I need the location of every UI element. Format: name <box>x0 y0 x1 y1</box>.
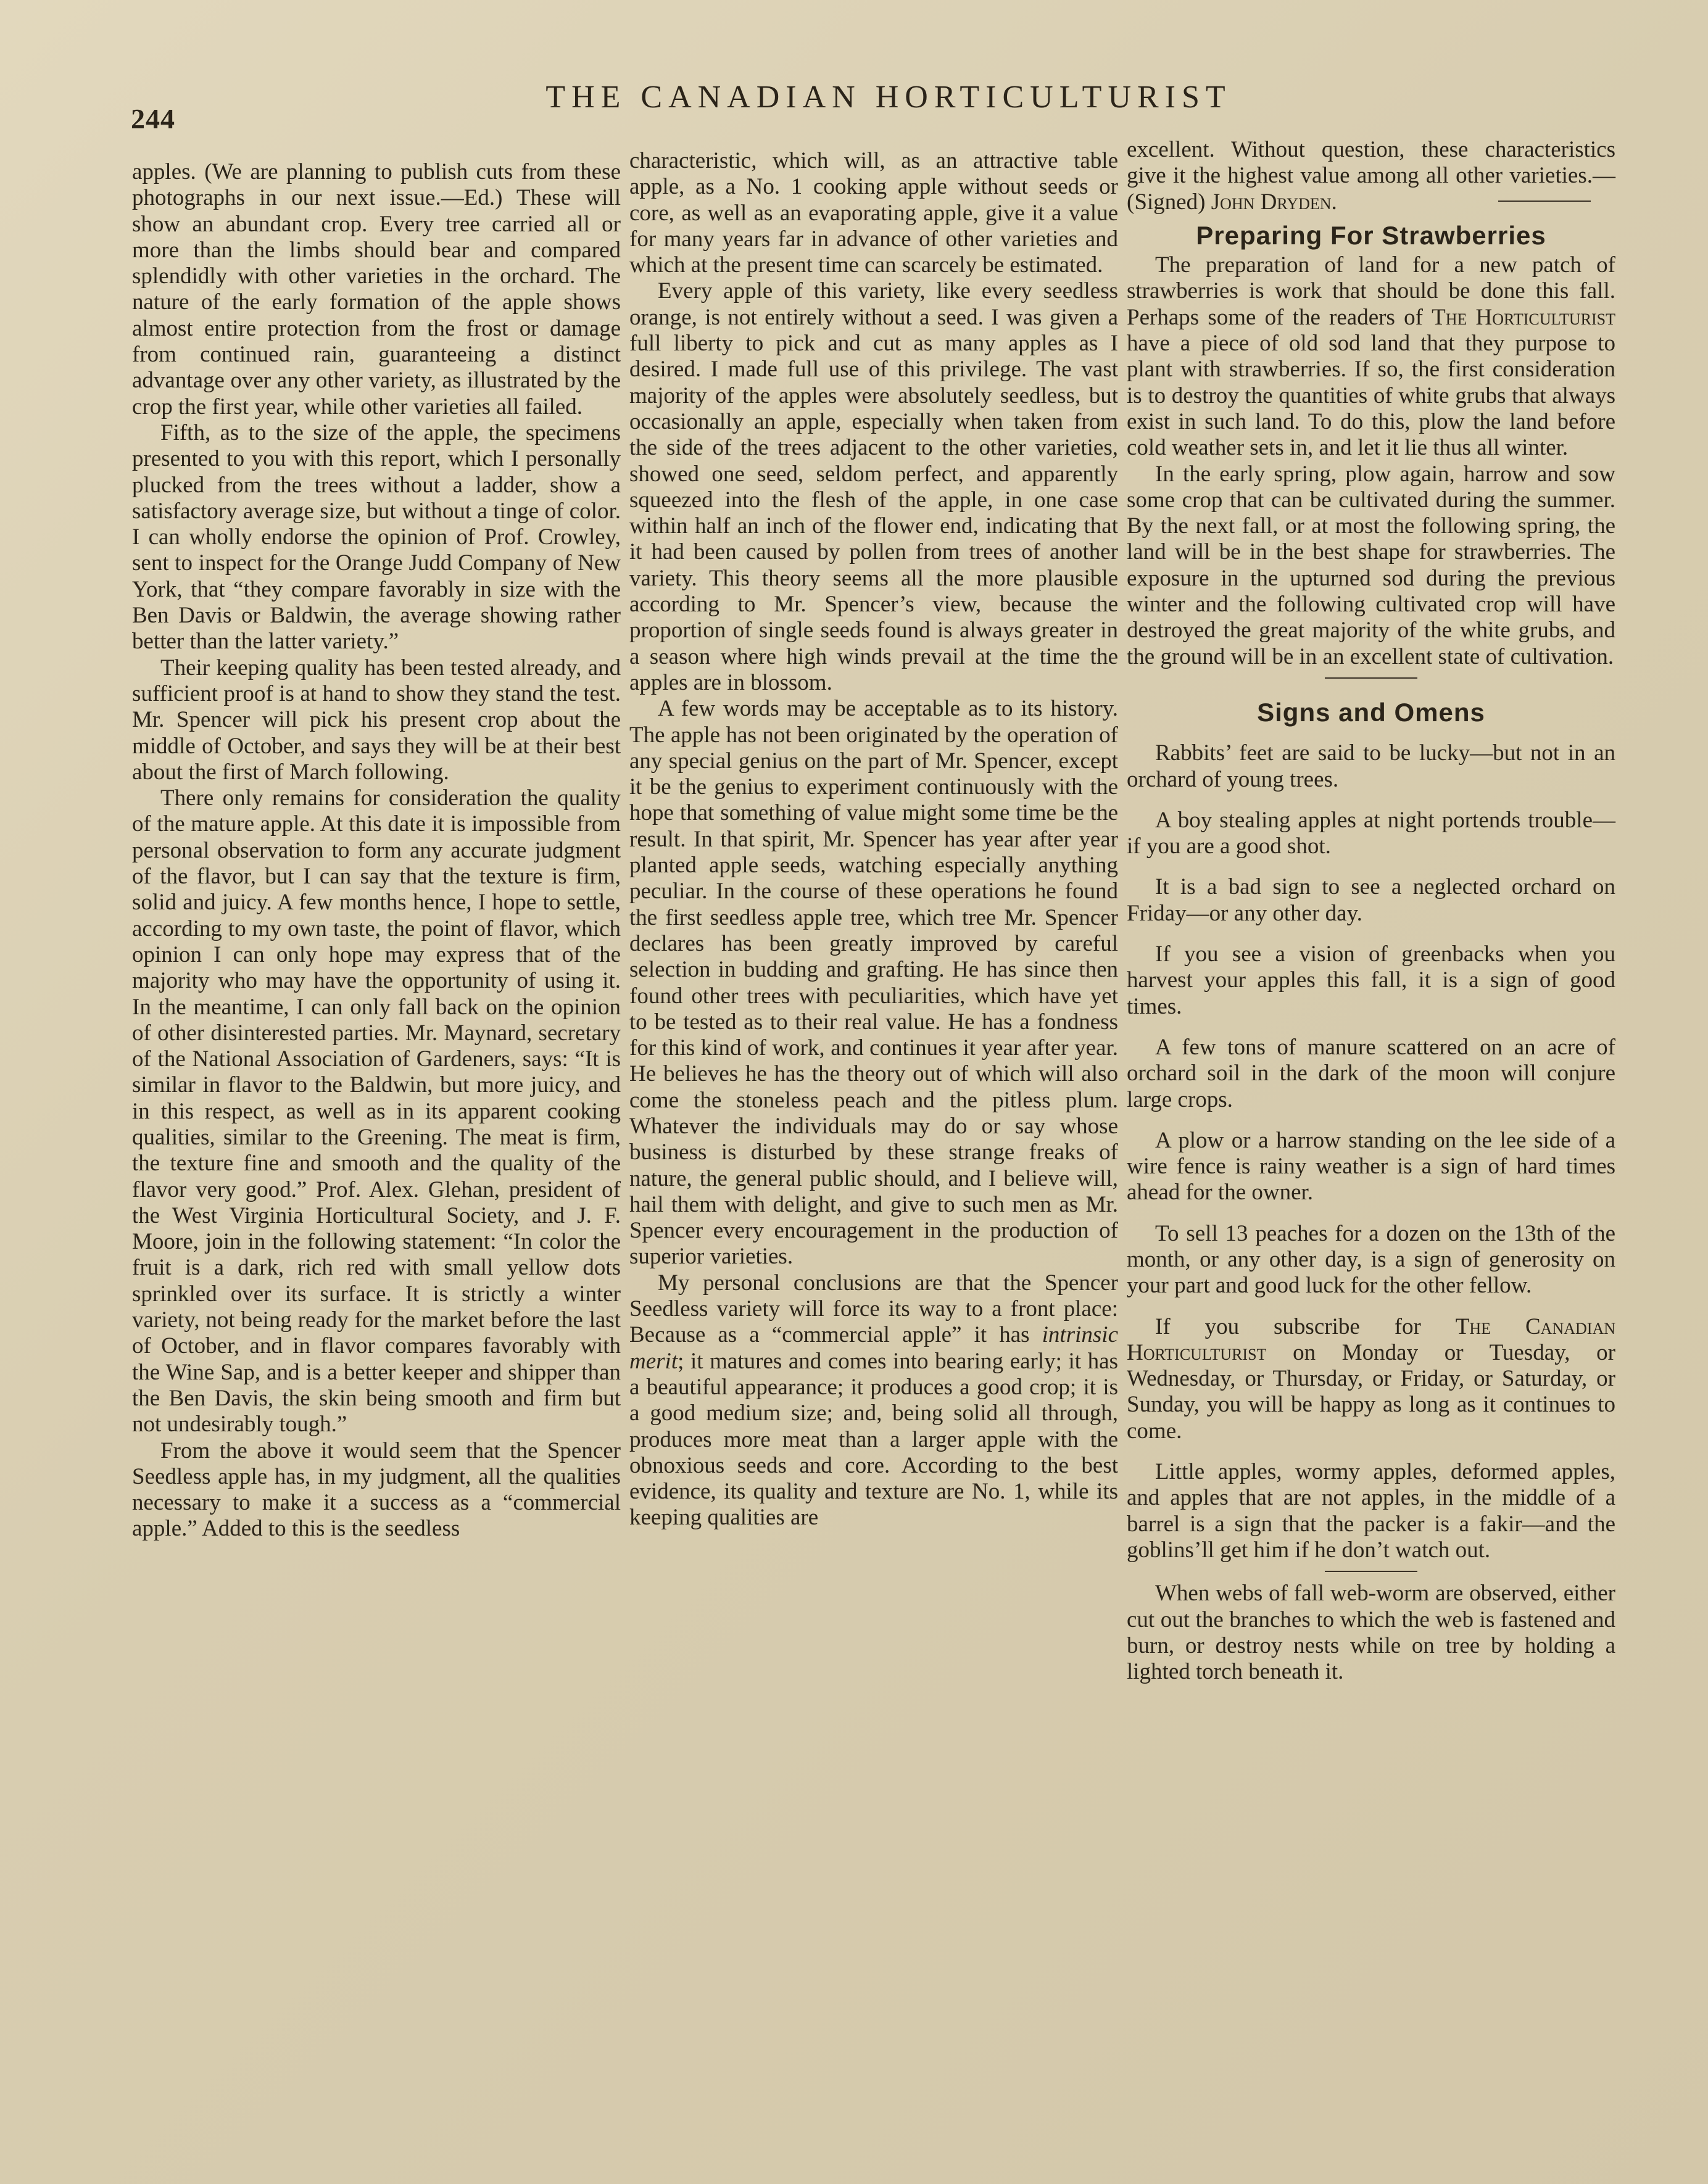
omen-item: Little apples, wormy apples, deformed apples, and apples that are not apples, in the middle of a barrel is a sign that the packer is a fakir—and the goblins’ll get him if he don’t watch out. <box>1127 1459 1615 1563</box>
paragraph <box>1127 137 1615 215</box>
publication-name: The Horticulturist <box>1432 304 1615 330</box>
emphasis-text: intrinsic merit <box>629 1322 1118 1374</box>
paragraph: Every apple of this variety, like every seedless orange, is not entirely without a seed. I was given a full liberty to pick and cut as many apples as I desired. I made full use of this privilege. The vast majority of the apples were absolutely seedless, but occasionally an apple, especially when taken from the side of the trees adjacent to the other varieties, showed one seed, seldom perfect, and apparently squeezed into the flesh of the apple, in one case within half an inch of the flower end, indicating that it had been caused by pollen from trees of another variety. This theory seems all the more plausible according to Mr. Spencer’s view, because the proportion of single seeds found is always greater in a season where high winds prevail at the time the apples are in blossom. <box>629 278 1118 695</box>
running-title: THE CANADIAN HORTICULTURIST <box>545 80 1232 115</box>
paragraph <box>629 1270 1118 1531</box>
omen-item: Rabbits’ feet are said to be lucky—but not in an orchard of young trees. <box>1127 740 1615 792</box>
paragraph: There only remains for consideration the quality of the mature apple. At this date it is impossible from personal observation to form any accurate judgment of the flavor, but I can say that the texture is firm, solid and juicy. A few months hence, I hope to settle, according to my own taste, the point of flavor, which opinion I can only hope may express that of the majority who may have the opportunity of using it. In the meantime, I can only fall back on the opinion of other disinterested parties. Mr. Maynard, secretary of the National Association of Gardeners, says: “It is similar in flavor to the Baldwin, but more juicy, and in this respect, as well as in its apparent cooking qualities, similar to the Greening. The meat is firm, the texture fine and smooth and the quality of the flavor very good.” Prof. Alex. Glehan, president of the West Virginia Horticultural Society, and J. F. Moore, join in the following statement: “In color the fruit is a dark, rich red with small yellow dots sprinkled over its surface. It is strictly a winter variety, not being ready for the market before the last of October, and in flavor compares favorably with the Wine Sap, and is a better keeper and shipper than the Ben Davis, the skin being smooth and firm but not undesirably tough.” <box>132 785 621 1437</box>
text-run: The preparation of land for a new patch of strawberries is work that should be done this fall. Perhaps some of the readers of <box>1127 252 1615 330</box>
omen-item: A plow or a harrow standing on the lee side of a wire fence is rainy weather is a sign of hard times ahead for the owner. <box>1127 1127 1615 1206</box>
column-1 <box>132 159 621 1542</box>
omen-item: A few tons of manure scattered on an acre of orchard soil in the dark of the moon will conjure large crops. <box>1127 1034 1615 1112</box>
omen-item: To sell 13 peaches for a dozen on the 13th of the month, or any other day, is a sign of generosity on your part and good luck for the other fellow. <box>1127 1220 1615 1299</box>
section-divider <box>1325 1571 1417 1572</box>
omen-item: If you see a vision of greenbacks when you harvest your apples this fall, it is a sign of good times. <box>1127 941 1615 1019</box>
section-heading-strawberries: Preparing For Strawberries <box>1196 220 1546 250</box>
text-run: If you subscribe for <box>1155 1313 1456 1339</box>
paragraph: In the early spring, plow again, harrow and sow some crop that can be cultivated during the summer. By the next fall, or at most the following spring, the land will be in the best shape for strawberries. The exposure in the upturned sod during the previous winter and the following cultivated crop will have destroyed the great majority of the white grubs, and the ground will be in an excellent state of cultivation. <box>1127 461 1615 669</box>
publication-name: The Canadian Horticulturist <box>1127 1313 1615 1365</box>
page-number: 244 <box>131 103 175 134</box>
paragraph: Fifth, as to the size of the apple, the specimens presented to you with this report, which I personally plucked from the trees without a ladder, show a satisfactory average size, but without a tinge of color. I can wholly endorse the opinion of Prof. Crowley, sent to inspect for the Orange Judd Company of New York, that “they compare favorably in size with the Ben Davis or Baldwin, the average showing rather better than the latter variety.” <box>132 420 621 655</box>
text-run: ; it matures and comes into bearing early; it has a beautiful appearance; it produces a good crop; it is a good medium size; and, being solid all through, produces more meat than a larger apple with the obnoxious seeds and core. According to the best evidence, its quality and texture are No. 1, while its keeping qualities are <box>629 1348 1118 1531</box>
text-run: have a piece of old sod land that they purpose to plant with strawberries. If so, the first consideration is to destroy the quantities of white grubs that always exist in such land. To do this, plow the land before cold weather sets in, and let it lie thus all winter. <box>1127 331 1615 461</box>
text-run: excellent. Without question, these characteristics give it the highest value among all other varieties.—(Signed) <box>1127 137 1615 215</box>
omen-item: It is a bad sign to see a neglected orchard on Friday—or any other day. <box>1127 874 1615 926</box>
omen-item: When webs of fall web-worm are observed, either cut out the branches to which the web is fastened and burn, or destroy nests while on tree by holding a lighted torch beneath it. <box>1127 1581 1615 1685</box>
paragraph: characteristic, which will, as an attractive table apple, as a No. 1 cooking apple without seeds or core, as well as an evaporating apple, give it a value for many years far in advance of other varieties and which at the present time can scarcely be estimated. <box>629 148 1118 278</box>
paragraph <box>1127 252 1615 461</box>
paragraph: From the above it would seem that the Spencer Seedless apple has, in my judgment, all the qualities necessary to make it a success as a “commercial apple.” Added to this is the seedless <box>132 1437 621 1542</box>
signature-name: John Dryden. <box>1211 189 1337 215</box>
section-heading-omens: Signs and Omens <box>1257 697 1485 727</box>
section-divider <box>1498 201 1591 202</box>
section-divider <box>1325 677 1417 679</box>
text-run: on Monday or Tuesday, or Wednesday, or Thursday, or Friday, or Saturday, or Sunday, you will be happy as long as it continues to come. <box>1127 1339 1615 1444</box>
column-2 <box>629 148 1118 1531</box>
text-run: My personal conclusions are that the Spencer Seedless variety will force its way to a front place: Because as a “commercial apple” it has <box>629 1270 1118 1348</box>
paragraph: A few words may be acceptable as to its history. The apple has not been originated by the operation of any special genius on the part of Mr. Spencer, except it be the genius to experiment continuously with the hope that something of value might some time be the result. In that spirit, Mr. Spencer has year after year planted apple seeds, watching especially anything peculiar. In the course of these operations he found the first seedless apple tree, which tree Mr. Spencer declares has been greatly improved by careful selection in budding and grafting. He has since then found other trees with peculiarities, which have yet to be tested as to their real value. He has a fondness for this kind of work, and continues it year after year. He believes he has the theory out of which will also come the stoneless peach and the pitless plum. Whatever the individuals may do or say whose business is disturbed by these strange freaks of nature, the general public should, and I believe will, hail them with delight, and give to such men as Mr. Spencer every encouragement in the production of superior varieties. <box>629 696 1118 1270</box>
omen-item: A boy stealing apples at night portends trouble—if you are a good shot. <box>1127 807 1615 859</box>
paragraph: apples. (We are planning to publish cuts from these photographs in our next issue.—Ed.) These will show an abundant crop. Every tree carried all or more than the limbs should bear and compared splendidly with other varieties in the orchard. The nature of the early formation of the apple shows almost entire protection from the frost or damage from continued rain, guaranteeing a distinct advantage over any other variety, as illustrated by the crop the first year, while other varieties all failed. <box>132 159 621 420</box>
column-3 <box>1127 137 1615 1685</box>
omen-item <box>1127 1314 1615 1444</box>
paragraph: Their keeping quality has been tested already, and sufficient proof is at hand to show they stand the test. Mr. Spencer will pick his present crop about the middle of October, and says they will be at their best about the first of March following. <box>132 655 621 785</box>
